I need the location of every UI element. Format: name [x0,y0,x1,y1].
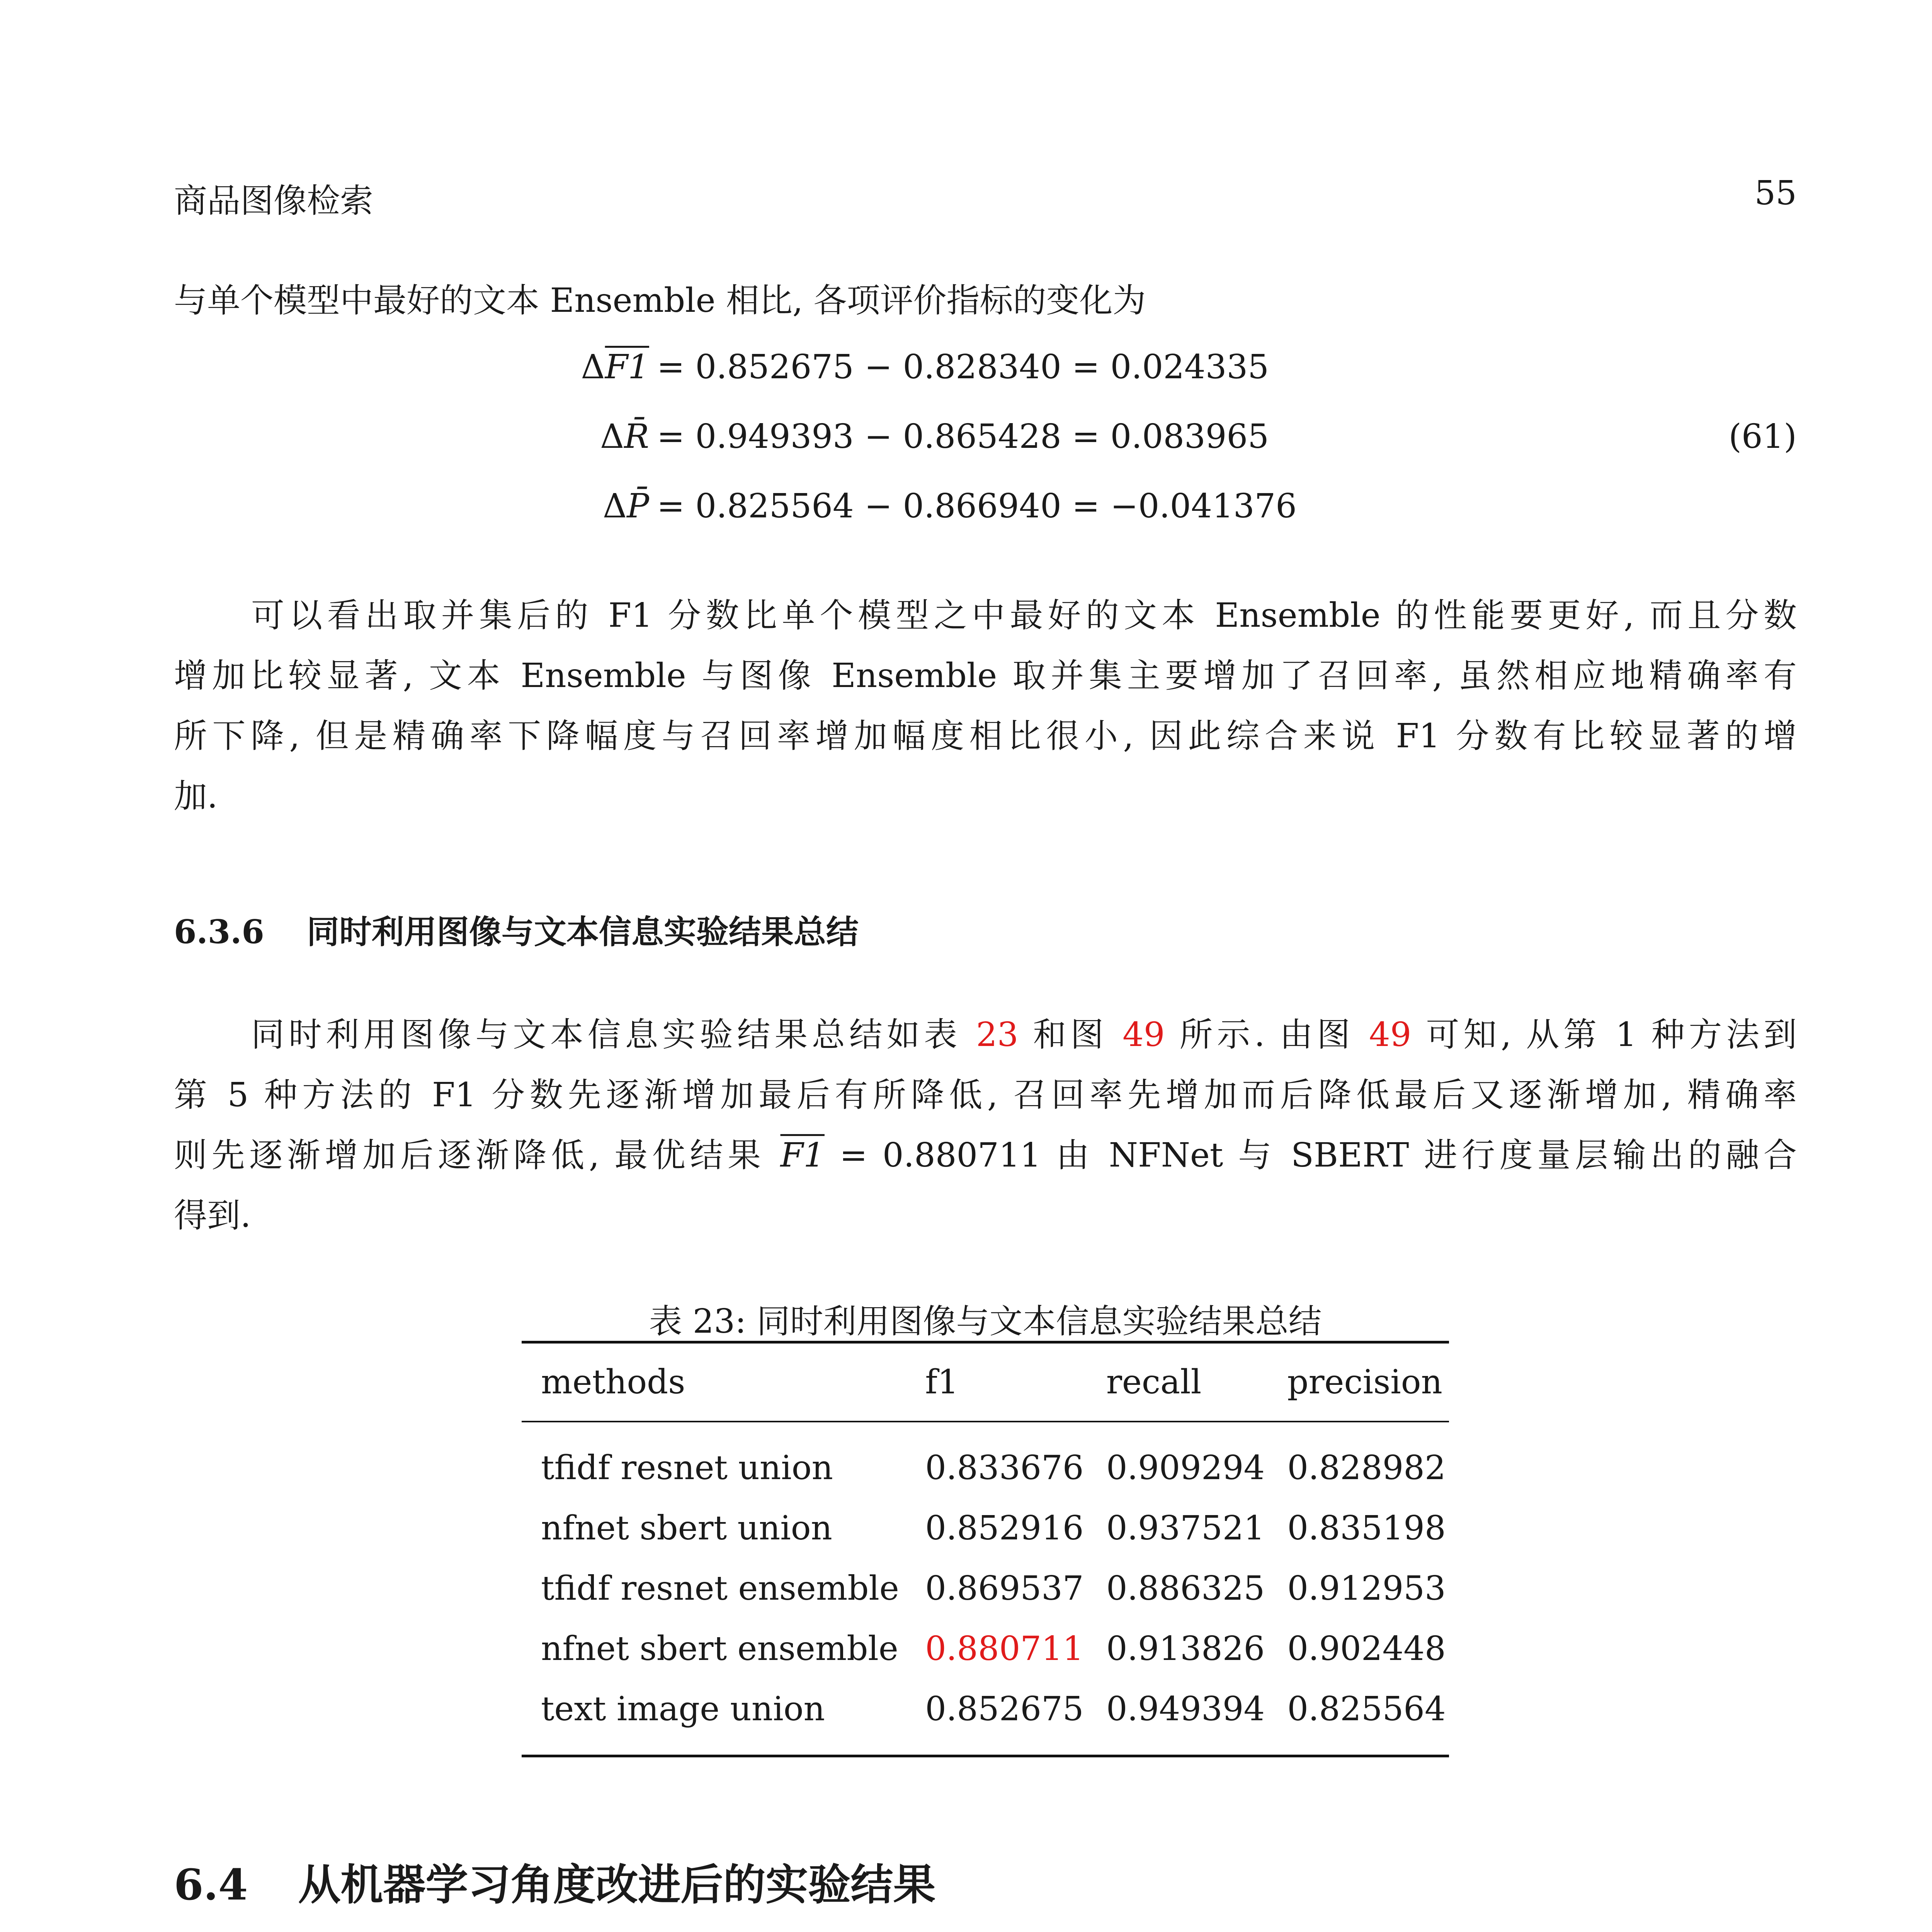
table-row [522,1498,1449,1558]
table-row [522,1619,1449,1679]
table-cell: 0.835198 [1287,1509,1446,1548]
page-number: 55 [1754,174,1797,213]
r-bar-symbol: R̄ [624,417,649,456]
f1-bar-symbol: F1 [780,1136,825,1175]
intro-line: 与单个模型中最好的文本 Ensemble 相比, 各项评价指标的变化为 [174,281,1146,320]
p-bar-symbol: P̄ [627,487,649,526]
f1-bar-symbol: F1 [605,348,649,386]
table-cell: 0.828982 [1287,1449,1446,1487]
column-header: f1 [925,1363,959,1401]
results-table [522,1341,1449,1757]
paragraph-union-analysis: 可以看出取并集后的 F1 分数比单个模型之中最好的文本 Ensemble 的性能要更好, 而且分数 增加比较显著, 文本 Ensemble 与图像 Ensemble 取并集主要增加了召回率, 虽然相应地精确率有 所下降, 但是精确率下降幅度与召回率增加幅度相比很小, 因此综合来说 F1 分数有比较显著的增 加. [174,596,1797,816]
table-cell: tfidf resnet union [541,1449,833,1487]
table-cell: tfidf resnet ensemble [541,1569,899,1608]
table-header-row [522,1342,1449,1422]
column-header: recall [1106,1363,1202,1401]
table-cell: 0.912953 [1287,1569,1446,1608]
table-caption: 表 23: 同时利用图像与文本信息实验结果总结 [649,1302,1322,1341]
document-page: 商品图像检索 55 与单个模型中最好的文本 Ensemble 相比, 各项评价指标的变化为 ΔF1 = 0.852675 − 0.828340 = 0.024335 ΔR̄ = 0.949393 − 0.865428 = 0.083965 ΔP̄ = 0.825564 − 0.866940 = −0.041376 (61) 可以看出取并集后的 F1 分数比单个模型之中最好的文本 Ensemble 的性能要更好, 而且分数 增加比较显著, 文本 Ensemble 与图像 Ensemble 取并集主要增加了召回率, 虽然相应地精确率有 所下降, 但是精确率下降幅度与召回率增加幅度相比很小, 因此综合来说 F1 分数有比较显著的增 加. 6.3.6 同时利用图像与文本信息实验结果总结 同时利用图像与文本信息实验结果总结如表 23 和图 49 所示. 由图 49 可知, 从第 1 种方法到 第 5 种方法的 F1 分数先逐渐增加最后有所降低, 召回率先增加而后降低最后又逐渐增加, 精确率 则先逐渐增加后逐渐降低, 最优结果 F1 = 0.880711 由 NFNet 与 SBERT 进行度量层输出的融合 得到. 表 23: 同时利用图像与文本信息实验结果总结 methods f1 recall precision tfidf resnet union 0.833676 0.909294 0.828982 nfnet sbert union 0.852916 0.937521 0.835198 tfidf resnet ensemble 0.869537 0.886325 0.912953 nfnet sbert ensemble 0.880711 0.913826 0.902448 text image union 0.852675 0.949394 0.825564 6.4 从机器学习角度改进后的实验结果 [0,0,1932,1932]
section-heading-6-3-6: 6.3.6 同时利用图像与文本信息实验结果总结 [174,913,859,951]
figure-ref-link[interactable]: 49 [1369,1015,1412,1054]
table-row [522,1558,1449,1619]
table-cell: nfnet sbert ensemble [541,1629,898,1668]
table-cell: 0.886325 [1106,1569,1265,1608]
table-cell: 0.909294 [1106,1449,1265,1487]
table-cell: 0.949394 [1106,1690,1265,1728]
table-cell: text image union [541,1690,825,1728]
table-cell: 0.833676 [925,1449,1084,1487]
table-cell: 0.852675 [925,1690,1084,1728]
table-ref-link[interactable]: 23 [976,1015,1019,1054]
table-cell: 0.869537 [925,1569,1084,1608]
column-header: methods [541,1363,685,1401]
table-cell: 0.937521 [1106,1509,1265,1548]
column-header: precision [1287,1363,1442,1401]
paragraph-summary: 同时利用图像与文本信息实验结果总结如表 23 和图 49 所示. 由图 49 可知, 从第 1 种方法到 第 5 种方法的 F1 分数先逐渐增加最后有所降低, 召回率先增加而后降低最后又逐渐增加, 精确率 则先逐渐增加后逐渐降低, 最优结果 F1 = 0.880711 由 NFNet 与 SBERT 进行度量层输出的融合 得到. [174,1015,1797,1235]
section-heading-6-4: 6.4 从机器学习角度改进后的实验结果 [174,1860,936,1910]
table-row [522,1679,1449,1756]
figure-ref-link[interactable]: 49 [1122,1015,1165,1054]
table-cell: 0.902448 [1287,1629,1446,1668]
equation-number: (61) [1728,417,1797,456]
table-cell: 0.825564 [1287,1690,1446,1728]
running-header-title: 商品图像检索 [174,182,373,220]
table-cell-best-f1: 0.880711 [925,1629,1084,1668]
table-row [522,1422,1449,1498]
table-cell: nfnet sbert union [541,1509,832,1548]
table-cell: 0.852916 [925,1509,1084,1548]
table-cell: 0.913826 [1106,1629,1265,1668]
